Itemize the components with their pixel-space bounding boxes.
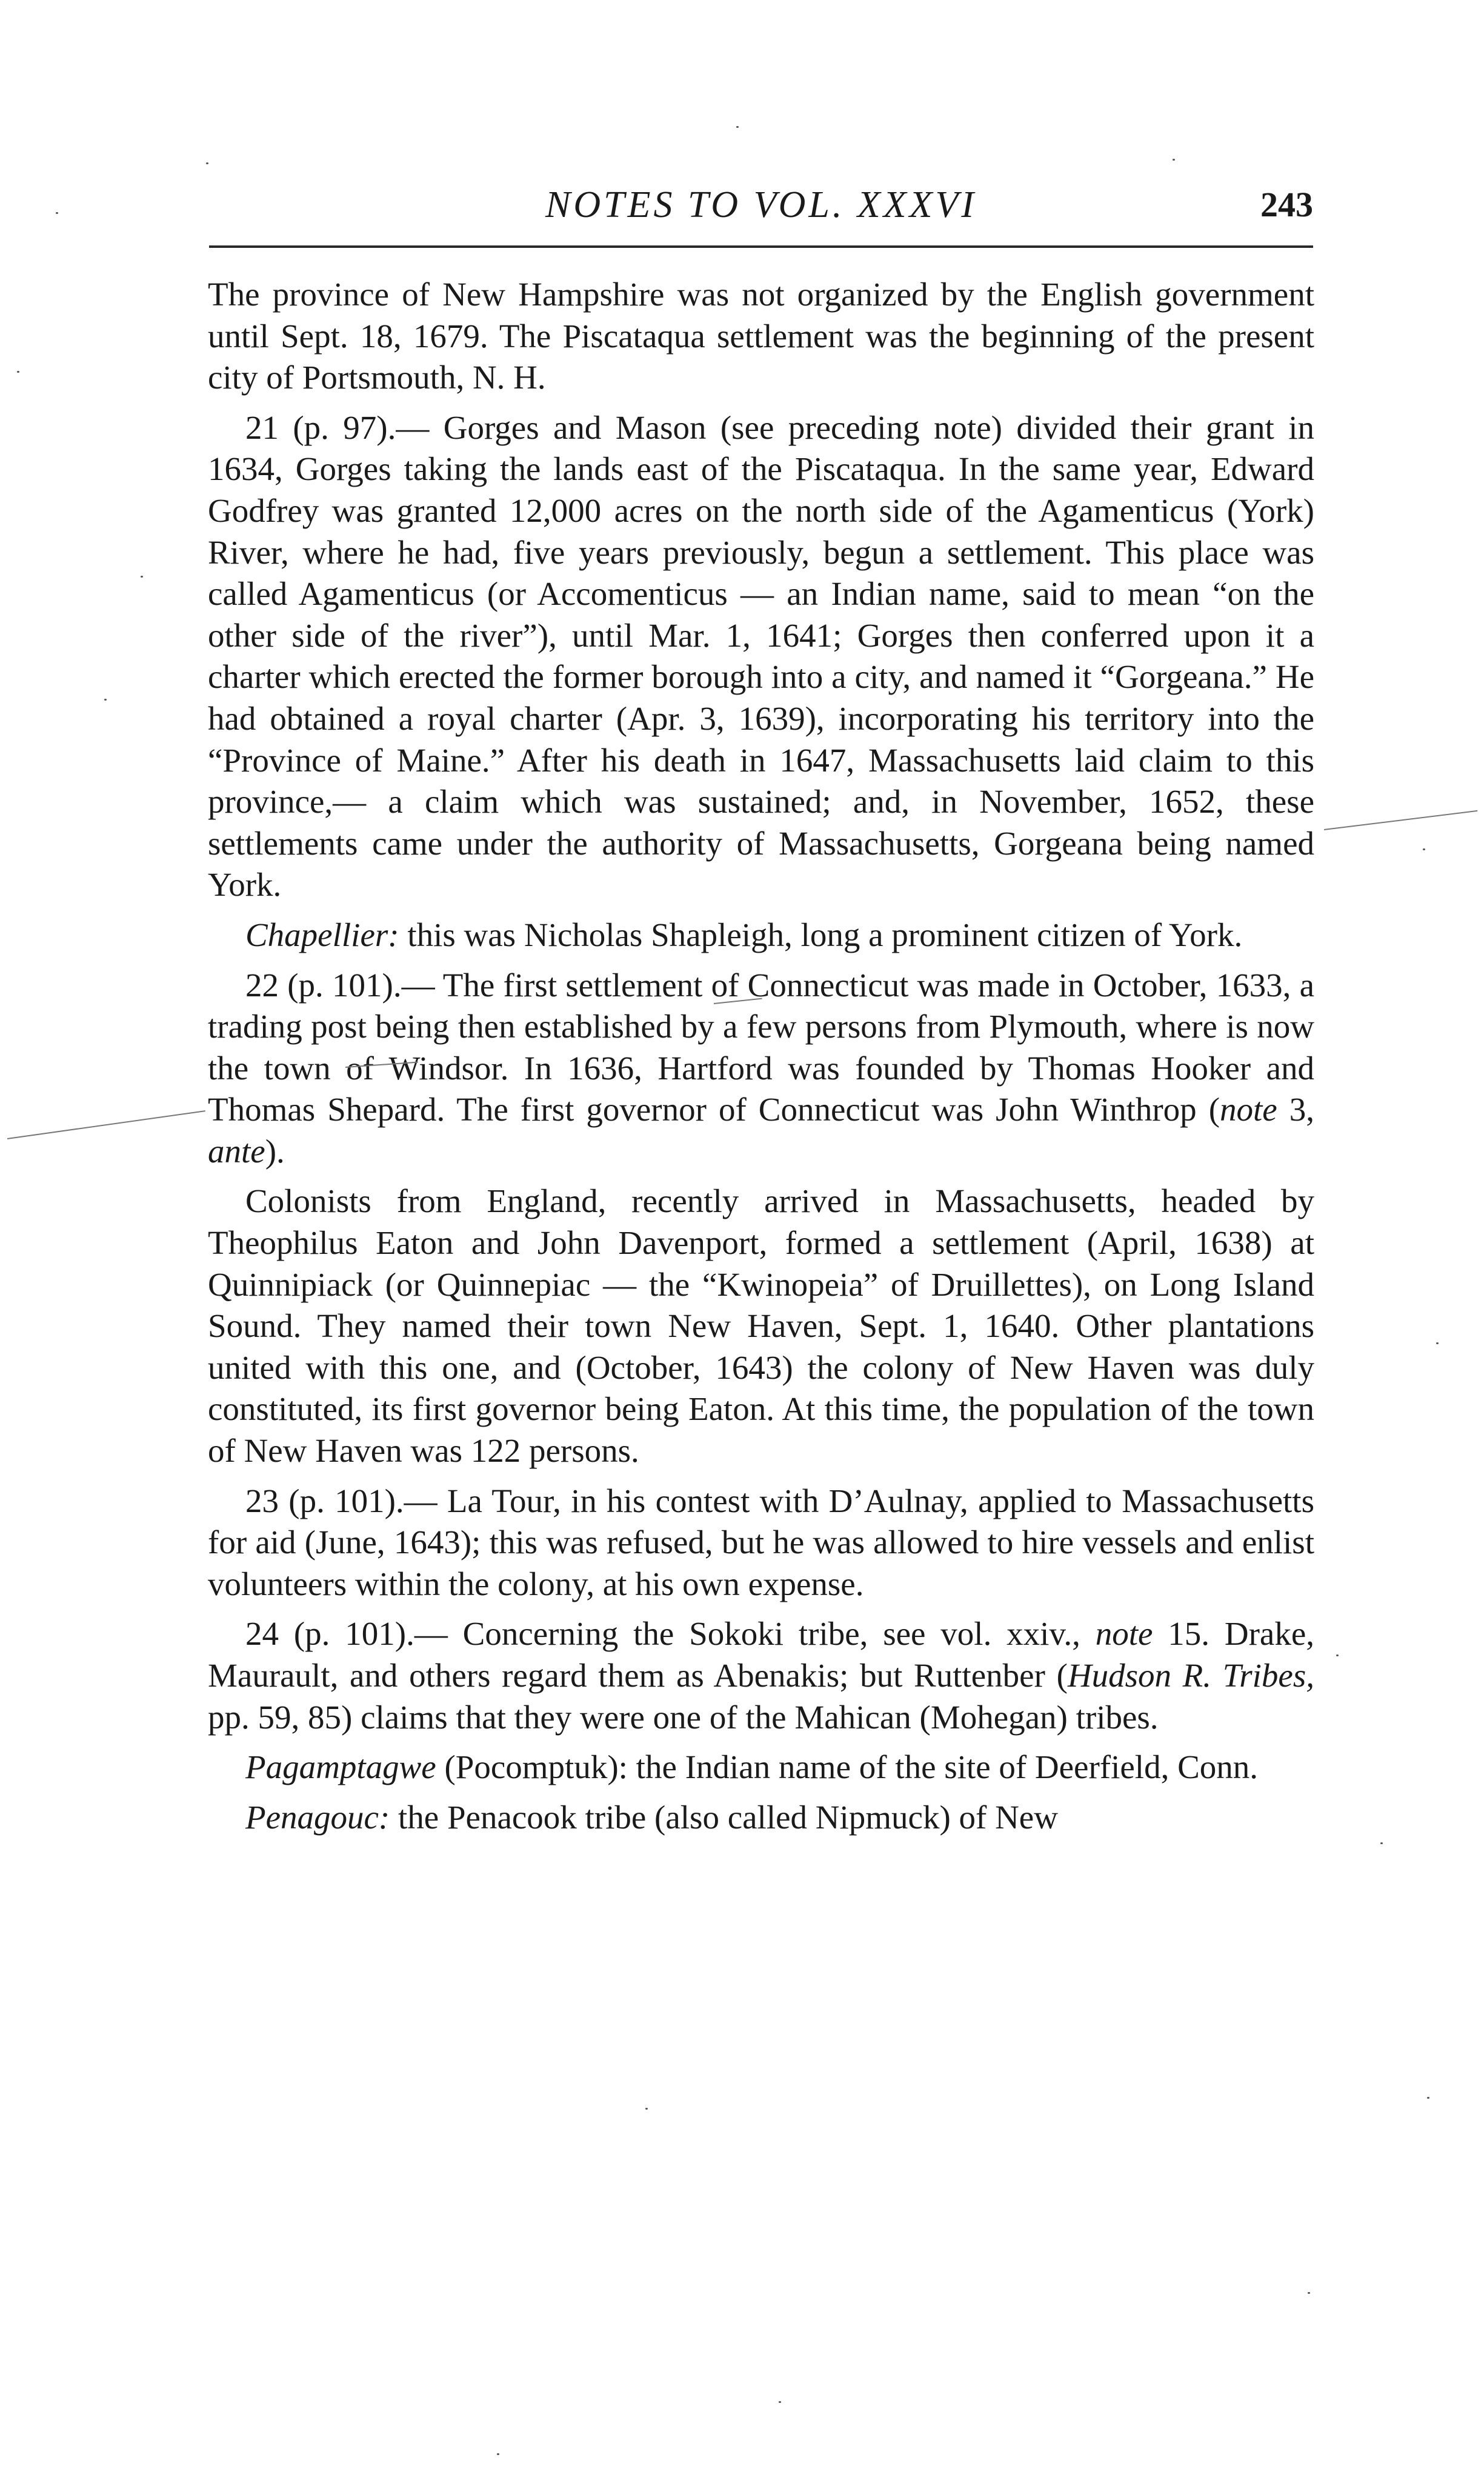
paragraph-text: 22 (p. 101).— The first settlement of Connecticut was made in October, 1633, a trading post being then established by a few persons from Plymouth, where is now the town of Windsor. In 1636, Hartford was founded by Thomas Hooker and Thomas Shepard. The first governor of Connecticut was John Winthrop ( (208, 966, 1314, 1128)
note-21-chapellier (208, 915, 1314, 956)
notes-body (208, 274, 1314, 1847)
paragraph-text: The province of New Hampshire was not organized by the English government until Sept. 18, 1679. The Piscataqua settlement was the beginning of the present city of Portsmouth, N. H. (208, 276, 1314, 396)
page-speck (141, 576, 143, 578)
note-reference: 3, (1277, 1091, 1315, 1128)
page-speck (1308, 2292, 1310, 2294)
paragraph-text: this was Nicholas Shapleigh, long a prominent citizen of York. (399, 916, 1243, 953)
paragraph-text: 15. Drake, Maurault, and others regard them as Abenakis; but Ruttenber ( (208, 1615, 1314, 1694)
pencil-stroke (1324, 810, 1477, 830)
page-number: 243 (1260, 185, 1313, 224)
note-24 (208, 1613, 1314, 1738)
pencil-stroke (7, 1110, 205, 1139)
italic-book-title: Hudson R. Tribes, (1067, 1657, 1314, 1694)
note-22 (208, 965, 1314, 1173)
page-speck (779, 2401, 781, 2403)
page-speck (56, 212, 58, 214)
paragraph-text-end: pp. 59, 85) claims that they were one of the Mahican (Mohegan) tribes. (208, 1698, 1159, 1736)
header-rule (209, 245, 1313, 248)
note-23 (208, 1481, 1314, 1605)
page-speck (1436, 1342, 1439, 1344)
paragraph-text-end: ). (265, 1132, 285, 1170)
note-24-pagamptagwe (208, 1747, 1314, 1788)
italic-note: note (1220, 1091, 1277, 1128)
page-speck (206, 162, 208, 164)
page-speck (104, 699, 107, 701)
page-speck (736, 126, 739, 128)
italic-term: Penagouc: (245, 1798, 390, 1836)
running-head (209, 181, 1313, 235)
note-22-new-haven (208, 1181, 1314, 1471)
paragraph-text: (Pocomptuk): the Indian name of the site of Deerfield, Conn. (436, 1748, 1259, 1786)
italic-note: note (1095, 1615, 1153, 1653)
italic-term: Pagamptagwe (245, 1748, 436, 1786)
page-speck (1380, 1842, 1383, 1844)
page-speck (645, 2108, 648, 2110)
page-speck (1423, 848, 1425, 850)
paragraph-text: Colonists from England, recently arrived in Massachusetts, headed by Theophilus Eaton and John Davenport, formed a settlement (April, 1638) at Quinnipiack (or Quinnepiac — the “Kwinopeia” of Druillettes), on Long Island Sound. They named their town New Haven, Sept. 1, 1640. Other plantations united with this one, and (October, 1643) the colony of New Haven was duly constituted, its first governor being Eaton. At this time, the population of the town of New Haven was 122 persons. (208, 1182, 1314, 1470)
page-speck (497, 2453, 499, 2455)
page-speck (1173, 159, 1175, 161)
paragraph-text: 23 (p. 101).— La Tour, in his contest with D’Aulnay, applied to Massachusetts for aid (June, 1643); this was refused, but he was allowed to hire vessels and enlist volunteers within the colony, at his own expense. (208, 1482, 1314, 1602)
page-speck (17, 371, 19, 373)
italic-term: Chapellier: (245, 916, 399, 953)
note-21 (208, 407, 1314, 906)
paragraph-new-hampshire (208, 274, 1314, 399)
running-title: NOTES TO VOL. XXXVI (545, 184, 977, 225)
paragraph-text: 24 (p. 101).— Concerning the Sokoki tribe, see vol. xxiv., (245, 1615, 1096, 1653)
paragraph-text: 21 (p. 97).— Gorges and Mason (see preceding note) divided their grant in 1634, Gorges taking the lands east of the Piscataqua. In the same year, Edward Godfrey was granted 12,000 acres on the north side of the Agamenticus (York) River, where he had, five years previously, begun a settlement. This place was called Agamenticus (or Accomenticus — an Indian name, said to mean “on the other side of the river”), until Mar. 1, 1641; Gorges then conferred upon it a charter which erected the former borough into a city, and named it “Gorgeana.” He had obtained a royal charter (Apr. 3, 1639), incorporating his territory into the “Province of Maine.” After his death in 1647, Massachusetts laid claim to this province,— a claim which was sustained; and, in November, 1652, these settlements came under the authority of Massachusetts, Gorgeana being named York. (208, 408, 1314, 904)
italic-ante: ante (208, 1132, 265, 1170)
paragraph-text: the Penacook tribe (also called Nipmuck) of New (390, 1798, 1058, 1836)
page-speck (1427, 2097, 1429, 2099)
page-speck (1336, 1654, 1339, 1656)
note-24-penagouc (208, 1797, 1314, 1839)
